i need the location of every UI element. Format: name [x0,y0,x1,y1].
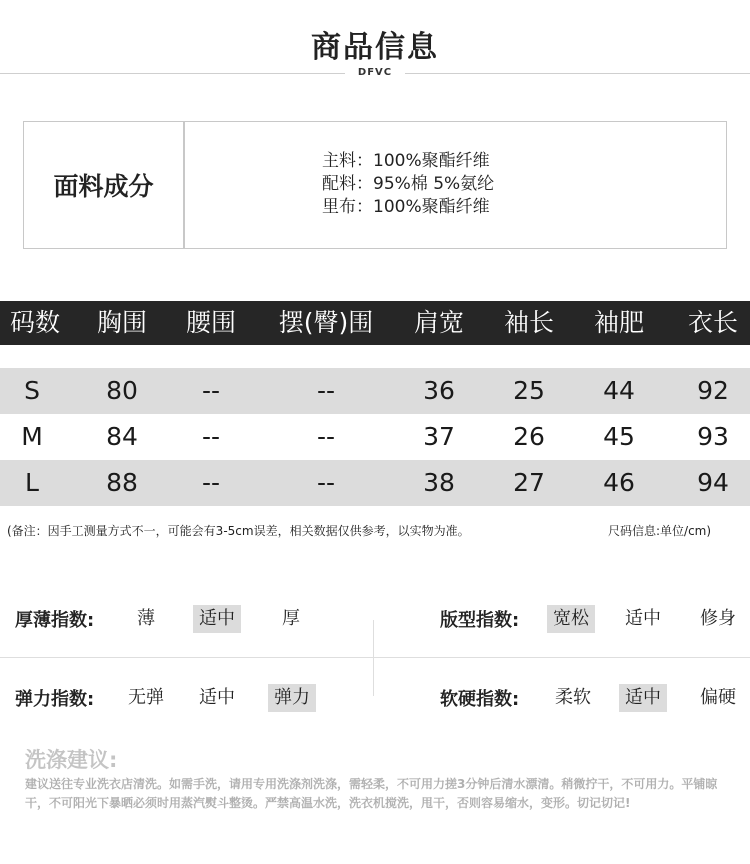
table-cell: 84 [106,422,138,451]
table-row [0,368,750,414]
title-divider-left [0,73,345,74]
header-chest: 胸围 [96,308,148,337]
table-row [0,460,750,506]
table-cell: 80 [106,376,138,405]
table-cell: 37 [423,422,455,451]
page-title: 商品信息 [311,30,439,65]
table-cell: 44 [603,376,635,405]
fabric-composition-box [23,121,727,249]
table-cell: -- [316,376,336,405]
table-cell: M [21,422,43,451]
title-divider-right [405,73,750,74]
size-table-header [0,301,750,345]
softness-option: 偏硬 [700,687,736,708]
thickness-index-label: 厚薄指数: [15,610,95,631]
table-cell: 88 [106,468,138,497]
fabric-lining: 里布：100%聚酯纤维 [322,197,490,217]
header-length: 衣长 [687,308,739,337]
header-hem: 摆(臀)围 [278,308,374,337]
table-cell: -- [201,422,221,451]
brand-label: DFVC [357,67,393,78]
table-cell: 94 [697,468,729,497]
index-divider-horizontal [0,657,750,658]
fabric-details [322,150,494,219]
table-cell: -- [201,468,221,497]
elasticity-option: 弹力 [268,684,316,712]
index-divider-vertical [373,620,374,696]
elasticity-option: 无弹 [128,687,164,708]
softness-option: 适中 [619,684,667,712]
fabric-label: 面料成分 [24,122,185,248]
table-cell: -- [316,468,336,497]
table-cell: 25 [513,376,545,405]
elasticity-option: 适中 [199,687,235,708]
measurement-note: (备注：因手工测量方式不一，可能会有3-5cm误差，相关数据仅供参考，以实物为准。 [7,524,470,538]
table-cell: -- [316,422,336,451]
wash-instructions: 建议送往专业洗衣店清洗。如需手洗，请用专用洗涤剂洗涤，需轻柔，不可用力搓3分钟后清水漂清。稍微拧干，不可用力。平铺晾干，不可阳光下暴晒必须时用蒸汽熨斗整烫。严禁高温水洗，洗衣机搅洗，甩干，否则容易缩水，变形。切记切记! [25,777,718,810]
table-cell: 36 [423,376,455,405]
fit-index-label: 版型指数: [440,610,520,631]
table-cell: S [24,376,40,405]
table-cell: 27 [513,468,545,497]
fit-option: 修身 [700,608,736,629]
thickness-option: 厚 [282,608,300,629]
fit-option: 宽松 [547,605,595,633]
elasticity-index-label: 弹力指数: [15,689,95,710]
thickness-option: 薄 [137,608,155,629]
fabric-accessory: 配料：95%棉 5%氨纶 [322,174,495,194]
header-waist: 腰围 [185,308,237,337]
table-cell: 38 [423,468,455,497]
table-cell: 92 [697,376,729,405]
thickness-option: 适中 [193,605,241,633]
table-cell: -- [201,376,221,405]
fit-option: 适中 [625,608,661,629]
unit-note: 尺码信息:单位/cm) [608,524,712,538]
table-cell: 26 [513,422,545,451]
table-cell: 45 [603,422,635,451]
fabric-main: 主料：100%聚酯纤维 [322,151,490,171]
table-cell: L [25,468,39,497]
table-cell: 46 [603,468,635,497]
table-row [0,414,750,460]
softness-index-label: 软硬指数: [440,689,520,710]
header-shoulder: 肩宽 [413,308,465,337]
softness-option: 柔软 [555,687,591,708]
header-size: 码数 [9,308,61,337]
header-sleeve-length: 袖长 [503,308,555,337]
table-cell: 93 [697,422,729,451]
header-sleeve-width: 袖肥 [593,308,645,337]
wash-title: 洗涤建议: [25,748,118,772]
